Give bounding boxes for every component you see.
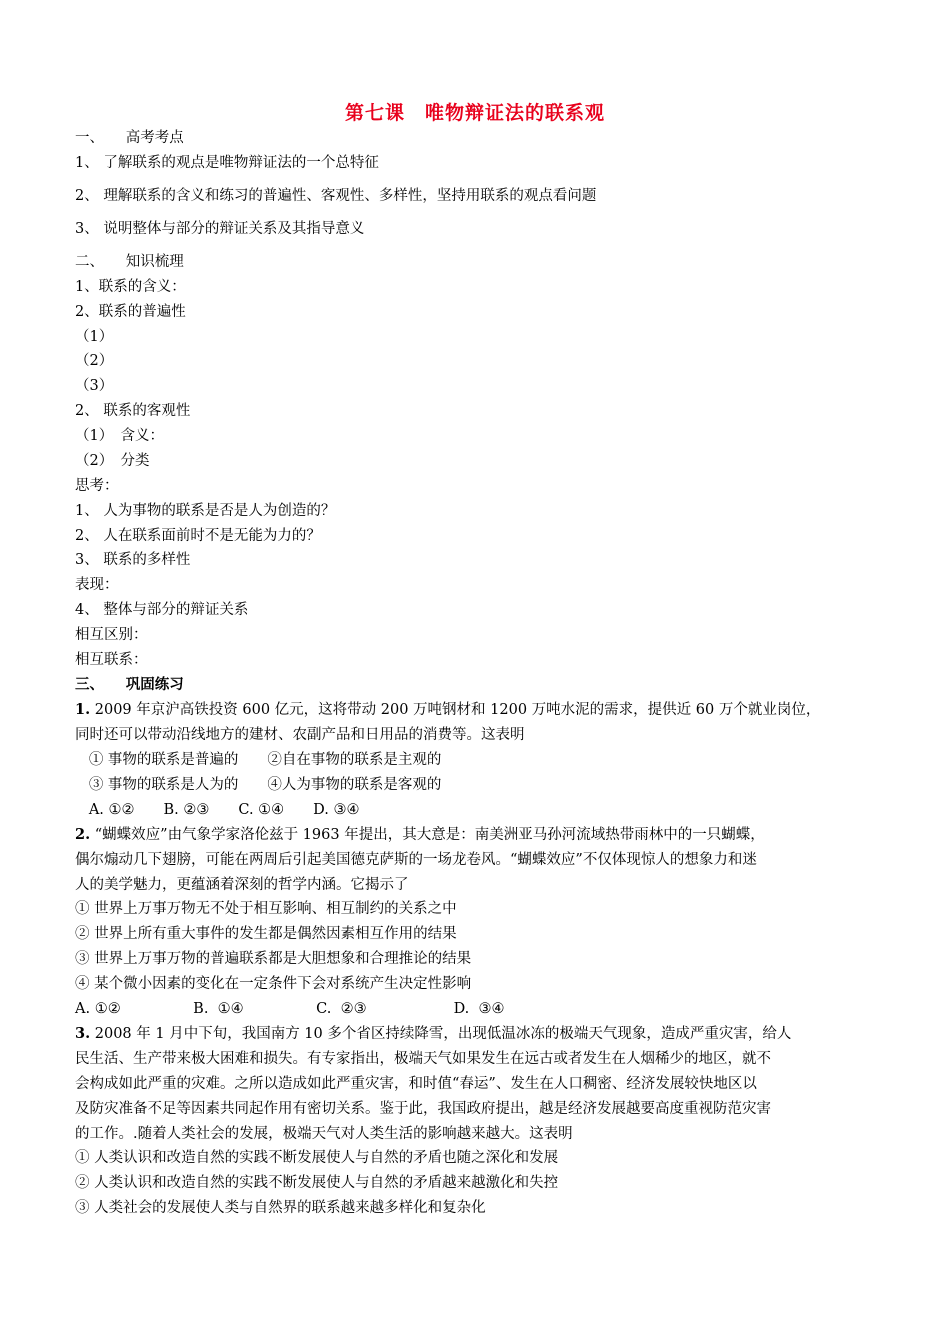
section-heading-exam-points: 一、 高考考点 (75, 130, 184, 146)
question-1 (75, 700, 820, 720)
question-text: 偶尔煽动几下翅膀，可能在两周后引起美国德克萨斯的一场龙卷风。“蝴蝶效应”不仅体现惊人的想象力和迷 (75, 852, 757, 868)
knowledge-line: 1、 人为事物的联系是否是人为创造的？ (75, 503, 336, 519)
knowledge-line: 2、 联系的客观性 (75, 403, 191, 419)
option-line: ① 人类认识和改造自然的实践不断发展使人与自然的矛盾也随之深化和发展 (75, 1150, 559, 1166)
knowledge-line: （2） (75, 353, 114, 369)
knowledge-line: 4、 整体与部分的辩证关系 (75, 602, 249, 618)
knowledge-line: 思考： (75, 478, 119, 494)
question-number: 2. (75, 826, 91, 843)
question-text: 人的美学魅力，更蕴涵着深刻的哲学内涵。它揭示了 (75, 877, 409, 893)
exam-point-2: 2、 理解联系的含义和练习的普遍性、客观性、多样性，坚持用联系的观点看问题 (75, 188, 597, 204)
knowledge-line: 相互联系： (75, 652, 148, 668)
option-line: ④ 某个微小因素的变化在一定条件下会对系统产生决定性影响 (75, 976, 472, 992)
question-text: 会构成如此严重的灾难。之所以造成如此严重灾害，和时值“春运”、发生在人口稠密、经济发展较快地区以 (75, 1076, 757, 1092)
knowledge-line: 相互区别： (75, 627, 148, 643)
question-number: 3. (75, 1025, 91, 1042)
knowledge-line: （1） 含义： (75, 428, 164, 444)
option-line: ③ 世界上万事万物的普遍联系都是大胆想象和合理推论的结果 (75, 951, 472, 967)
question-text: 2009 年京沪高铁投资 600 亿元，这将带动 200 万吨钢材和 1200 万吨水泥的需求，提供近 60 万个就业岗位， (90, 702, 821, 718)
question-text: “蝴蝶效应”由气象学家洛伦兹于 1963 年提出，其大意是：南美洲亚马孙河流域热带雨林中的一只蝴蝶， (90, 827, 765, 843)
knowledge-line: （3） (75, 378, 114, 394)
question-2 (75, 825, 765, 845)
answer-choices: A. ①② B. ②③ C. ①④ D. ③④ (75, 802, 360, 818)
question-text: 及防灾准备不足等因素共同起作用有密切关系。鉴于此，我国政府提出，越是经济发展越要高度重视防范灾害 (75, 1101, 771, 1117)
question-text: 的工作。.随着人类社会的发展，极端天气对人类生活的影响越来越大。这表明 (75, 1126, 573, 1142)
option-line: ③ 事物的联系是人为的 ④人为事物的联系是客观的 (75, 777, 442, 793)
exam-point-3: 3、 说明整体与部分的辩证关系及其指导意义 (75, 221, 365, 237)
question-3 (75, 1024, 791, 1044)
page-title: 第七课 唯物辩证法的联系观 (344, 102, 605, 124)
section-heading-knowledge: 二、 知识梳理 (75, 254, 184, 270)
option-line: ① 事物的联系是普遍的 ②自在事物的联系是主观的 (75, 752, 442, 768)
option-line: ② 世界上所有重大事件的发生都是偶然因素相互作用的结果 (75, 926, 457, 942)
option-line: ③ 人类社会的发展使人类与自然界的联系越来越多样化和复杂化 (75, 1200, 486, 1216)
answer-choices: A. ①② B. ①④ C. ②③ D. ③④ (75, 1001, 505, 1017)
question-text: 2008 年 1 月中下旬，我国南方 10 多个省区持续降雪，出现低温冰冻的极端天气现象，造成严重灾害，给人 (90, 1026, 792, 1042)
knowledge-line: 3、 联系的多样性 (75, 552, 191, 568)
knowledge-line: 2、 人在联系面前时不是无能为力的？ (75, 528, 321, 544)
knowledge-line: 1、联系的含义： (75, 279, 186, 295)
exam-point-1: 1、 了解联系的观点是唯物辩证法的一个总特征 (75, 155, 379, 171)
knowledge-line: （2） 分类 (75, 453, 150, 469)
question-text: 同时还可以带动沿线地方的建材、农副产品和日用品的消费等。这表明 (75, 727, 525, 743)
knowledge-line: 2、联系的普遍性 (75, 304, 186, 320)
question-text: 民生活、生产带来极大困难和损失。有专家指出，极端天气如果发生在远古或者发生在人烟稀少的地区，就不 (75, 1051, 771, 1067)
option-line: ② 人类认识和改造自然的实践不断发展使人与自然的矛盾越来越激化和失控 (75, 1175, 559, 1191)
knowledge-line: （1） (75, 329, 114, 345)
section-heading-practice: 三、 巩固练习 (75, 676, 184, 693)
knowledge-line: 表现： (75, 577, 119, 593)
option-line: ① 世界上万事万物无不处于相互影响、相互制约的关系之中 (75, 901, 457, 917)
question-number: 1. (75, 701, 91, 718)
